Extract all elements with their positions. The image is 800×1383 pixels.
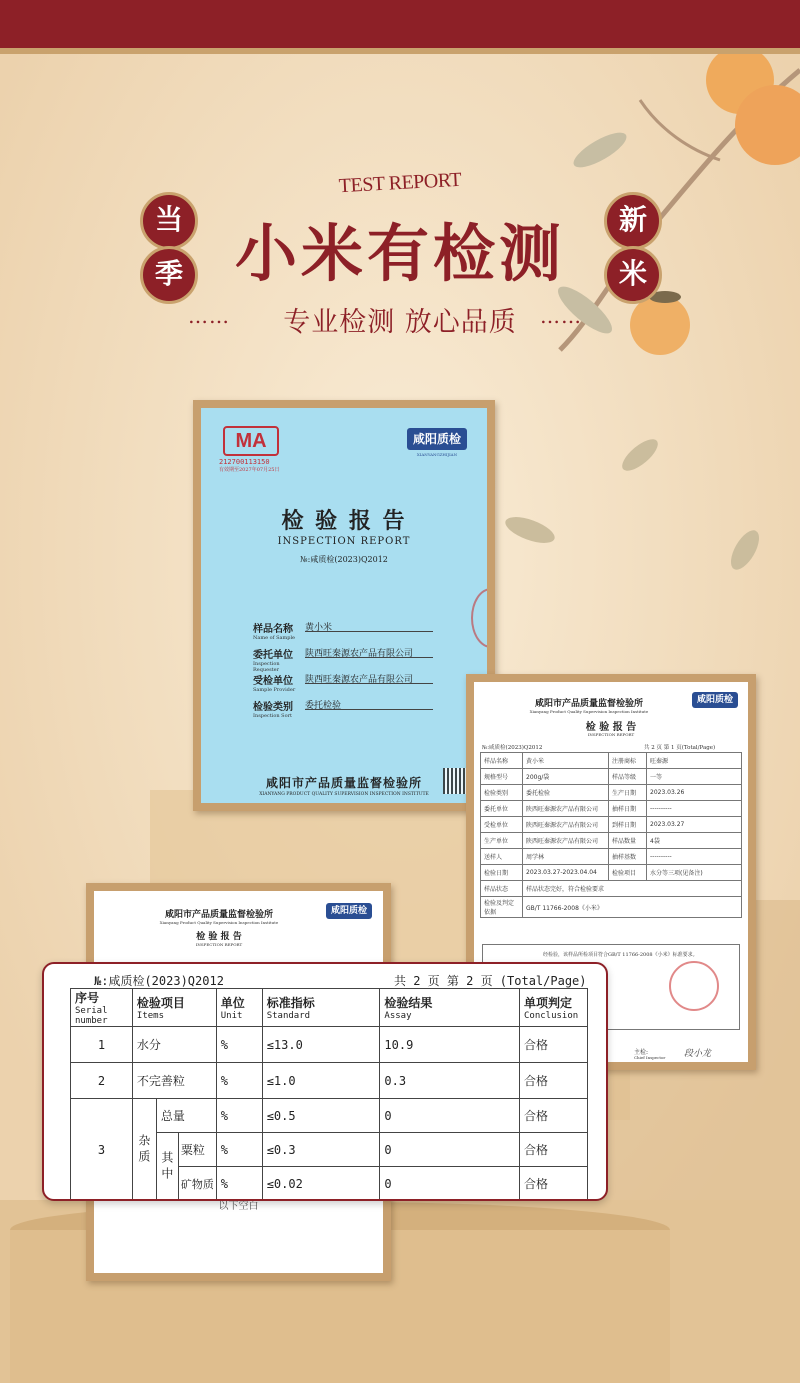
table-row: [71, 1099, 588, 1133]
page1-table-row: [481, 849, 742, 865]
col-header: 标准指标: [266, 996, 315, 1010]
page1-cell-label: 委托单位: [481, 801, 523, 817]
ma-logo: MA: [223, 426, 279, 456]
field-sublabel: Inspection Requester: [253, 661, 280, 673]
cell-unit: %: [216, 1063, 262, 1099]
page1-cell-label: 到样日期: [609, 817, 647, 833]
page1-institute: 咸阳市产品质量监督检验所: [534, 699, 643, 709]
page1-cell-value: 2023.03.27-2023.04.04: [523, 865, 609, 881]
report-title-en: INSPECTION REPORT: [277, 536, 411, 547]
page1-cell-value: 水分等三项(见备注): [647, 865, 742, 881]
page2-institute: 咸阳市产品质量监督检验所: [164, 910, 273, 920]
cell-unit: %: [216, 1133, 262, 1167]
col-header: 序号: [75, 991, 100, 1005]
page1-cell-label: 生产单位: [481, 833, 523, 849]
page1-conclusion: 经检验，该样品所检项目符合GB/T 11766-2008《小米》标准要求。: [543, 952, 698, 958]
cell-item: 总量: [156, 1099, 216, 1133]
cell-assay: 0: [380, 1133, 520, 1167]
page1-cell-value: 2023.03.27: [647, 817, 742, 833]
col-header-en: Assay: [384, 1011, 412, 1021]
subtitle: 专业检测 放心品质: [283, 307, 517, 338]
badge-right-group: [604, 192, 662, 304]
certificate-front-frame: [193, 400, 495, 811]
cell-item: 不完善粒: [132, 1063, 216, 1099]
page1-cell-value: 陕西旺秦源农产品有限公司: [523, 801, 609, 817]
page1-table-row: [481, 817, 742, 833]
page1-cell-value: 200g/袋: [523, 769, 609, 785]
field-label: 样品名称: [253, 624, 293, 635]
page1-report-number: №:咸质检(2023)Q2012: [482, 745, 543, 751]
cell-sub-label: 其中: [156, 1133, 178, 1201]
cell-group-label: 杂质: [132, 1099, 156, 1201]
table-row: [71, 1027, 588, 1063]
cell-standard: ≤0.02: [262, 1167, 380, 1201]
cell-standard: ≤13.0: [262, 1027, 380, 1063]
certificate-front: [201, 408, 487, 803]
main-title: 小米有检测: [234, 217, 565, 290]
page1-cell-value: 旺秦源: [647, 753, 742, 769]
result-table: [70, 988, 588, 1201]
page1-cell-value: GB/T 11766-2008《小米》: [523, 897, 742, 918]
page1-cell-value: 2023.03.26: [647, 785, 742, 801]
badge-left-group: [140, 192, 198, 304]
page2-institute-en: Xianyang Product Quality Supervision Inspection Institute: [159, 920, 279, 925]
page1-cell-label: 受检单位: [481, 817, 523, 833]
col-header-en: Items: [136, 1011, 164, 1021]
cell-standard: ≤1.0: [262, 1063, 380, 1099]
ma-number: 212700113150: [219, 458, 270, 466]
table-row: [71, 1063, 588, 1099]
page1-cell-label: 样品等级: [609, 769, 647, 785]
page2-title-en: INSPECTION REPORT: [195, 942, 243, 947]
page1-signature: 段小龙: [684, 1049, 712, 1059]
page1-cell-label: 检验类别: [481, 785, 523, 801]
cell-serial: 2: [71, 1063, 133, 1099]
zoom-page-info: 共 2 页 第 2 页 (Total/Page): [394, 974, 587, 988]
top-banner-bar: [0, 0, 800, 48]
subtitle-dots-right: ……: [540, 304, 582, 328]
page1-cell-value: 样品状态完好，符合检验要求: [523, 881, 742, 897]
page1-table-row: [481, 753, 742, 769]
badge-left-bottom: 季: [140, 246, 198, 304]
page1-cell-label: 检验项目: [609, 865, 647, 881]
front-field-row: [253, 698, 433, 724]
page1-cell-label: 生产日期: [609, 785, 647, 801]
cell-assay: 0: [380, 1167, 520, 1201]
col-header: 单项判定: [524, 996, 573, 1010]
cell-conclusion: 合格: [520, 1063, 588, 1099]
cell-item: 矿物质: [178, 1167, 216, 1201]
zoomed-result-table: [42, 962, 608, 1201]
red-stamp-icon: [471, 588, 487, 648]
page1-cell-value: ----------: [647, 801, 742, 817]
page1-cell-value: 4袋: [647, 833, 742, 849]
page1-cell-value: 陕西旺秦源农产品有限公司: [523, 817, 609, 833]
subtitle-dots-left: ……: [188, 304, 230, 328]
cell-assay: 10.9: [380, 1027, 520, 1063]
report-title: 检 验 报 告: [281, 508, 407, 534]
org-logo: 咸阳质检: [407, 428, 467, 450]
page2-footer-text: 以下空白: [218, 1201, 259, 1212]
page1-cell-label: 抽样基数: [609, 849, 647, 865]
page1-signer-en: Chief Inspector: [634, 1055, 666, 1060]
report-number: №:咸质检(2023)Q2012: [300, 555, 388, 564]
cell-standard: ≤0.5: [262, 1099, 380, 1133]
front-field-row: [253, 646, 433, 672]
field-sublabel: Sample Provider: [253, 687, 296, 693]
cell-item: 粟粒: [178, 1133, 216, 1167]
page1-cell-label: 规格型号: [481, 769, 523, 785]
cell-unit: %: [216, 1167, 262, 1201]
page1-table-row: [481, 865, 742, 881]
field-value: 陕西旺秦源农产品有限公司: [305, 646, 433, 658]
org-logo-sub: XIANYANGZHIJIAN: [416, 452, 458, 457]
cell-serial: 1: [71, 1027, 133, 1063]
col-header-en: Serial number: [75, 1006, 108, 1026]
page1-table-row: [481, 769, 742, 785]
col-header-en: Unit: [220, 1011, 243, 1021]
badge-right-bottom: 米: [604, 246, 662, 304]
page1-cell-label: 样品状态: [481, 881, 523, 897]
field-label: 受检单位: [253, 676, 293, 687]
col-header: 检验项目: [136, 996, 185, 1010]
field-value: 委托检验: [305, 698, 433, 710]
official-stamp-icon: [669, 961, 719, 1011]
cell-item: 水分: [132, 1027, 216, 1063]
field-sublabel: Name of Sample: [253, 635, 296, 641]
page1-cell-label: 送样人: [481, 849, 523, 865]
table-header-row: [71, 989, 588, 1027]
cell-unit: %: [216, 1099, 262, 1133]
badge-left-top: 当: [140, 192, 198, 250]
page1-table-row: [481, 801, 742, 817]
cell-unit: %: [216, 1027, 262, 1063]
page1-table-row: [481, 833, 742, 849]
front-field-row: [253, 620, 433, 646]
test-report-label: TEST REPORT: [338, 168, 462, 198]
page1-info-table: [480, 752, 742, 918]
page2-org-logo: 咸阳质检: [326, 903, 372, 919]
page1-table-row: [481, 897, 742, 918]
page1-signer-label: 主检:: [634, 1049, 649, 1056]
page1-cell-value: 陕西旺秦源农产品有限公司: [523, 833, 609, 849]
cell-assay: 0: [380, 1099, 520, 1133]
col-header-en: Standard: [266, 1011, 311, 1021]
cell-conclusion: 合格: [520, 1167, 588, 1201]
field-label: 委托单位: [253, 650, 293, 661]
page1-title-en: INSPECTION REPORT: [587, 732, 635, 737]
page1-cell-label: 抽样日期: [609, 801, 647, 817]
cell-assay: 0.3: [380, 1063, 520, 1099]
cell-conclusion: 合格: [520, 1099, 588, 1133]
institute-name: 咸阳市产品质量监督检验所: [265, 776, 422, 790]
page1-title: 检 验 报 告: [585, 722, 637, 733]
page1-table-row: [481, 785, 742, 801]
field-value: 陕西旺秦源农产品有限公司: [305, 672, 433, 684]
front-field-row: [253, 672, 433, 698]
page1-cell-value: 一等: [647, 769, 742, 785]
col-header-en: Conclusion: [524, 1011, 579, 1021]
field-label: 检验类别: [253, 702, 293, 713]
front-fields: [253, 620, 433, 724]
page1-cell-label: 注册商标: [609, 753, 647, 769]
page1-cell-label: 样品数量: [609, 833, 647, 849]
page1-cell-value: 黄小米: [523, 753, 609, 769]
badge-right-top: 新: [604, 192, 662, 250]
cell-standard: ≤0.3: [262, 1133, 380, 1167]
col-header: 单位: [220, 996, 245, 1010]
page1-cell-label: 样品名称: [481, 753, 523, 769]
page1-cell-value: 周学林: [523, 849, 609, 865]
page1-table-row: [481, 881, 742, 897]
page1-cell-label: 检验及判定依据: [481, 897, 523, 918]
ma-number-sub: 有效期至2027年07月25日: [219, 467, 280, 473]
page1-institute-en: Xianyang Product Quality Supervision Inspection Institute: [529, 709, 649, 714]
cell-serial: 3: [71, 1099, 133, 1201]
page1-cell-label: 检验日期: [481, 865, 523, 881]
field-value: 黄小米: [305, 620, 433, 632]
page1-cell-value: ----------: [647, 849, 742, 865]
col-header: 检验结果: [384, 996, 433, 1010]
cell-conclusion: 合格: [520, 1133, 588, 1167]
page1-cell-value: 委托检验: [523, 785, 609, 801]
page1-org-logo: 咸阳质检: [692, 692, 738, 708]
cell-conclusion: 合格: [520, 1027, 588, 1063]
field-sublabel: Inspection Sort: [253, 713, 292, 719]
institute-name-en: XIANYANG PRODUCT QUALITY SUPERVISION INSPECTION INSTITUTE: [259, 792, 429, 797]
page1-page-info: 共 2 页 第 1 页(Total/Page): [644, 745, 716, 751]
page2-title: 检 验 报 告: [196, 932, 242, 942]
zoom-report-number: №:咸质检(2023)Q2012: [94, 974, 224, 988]
